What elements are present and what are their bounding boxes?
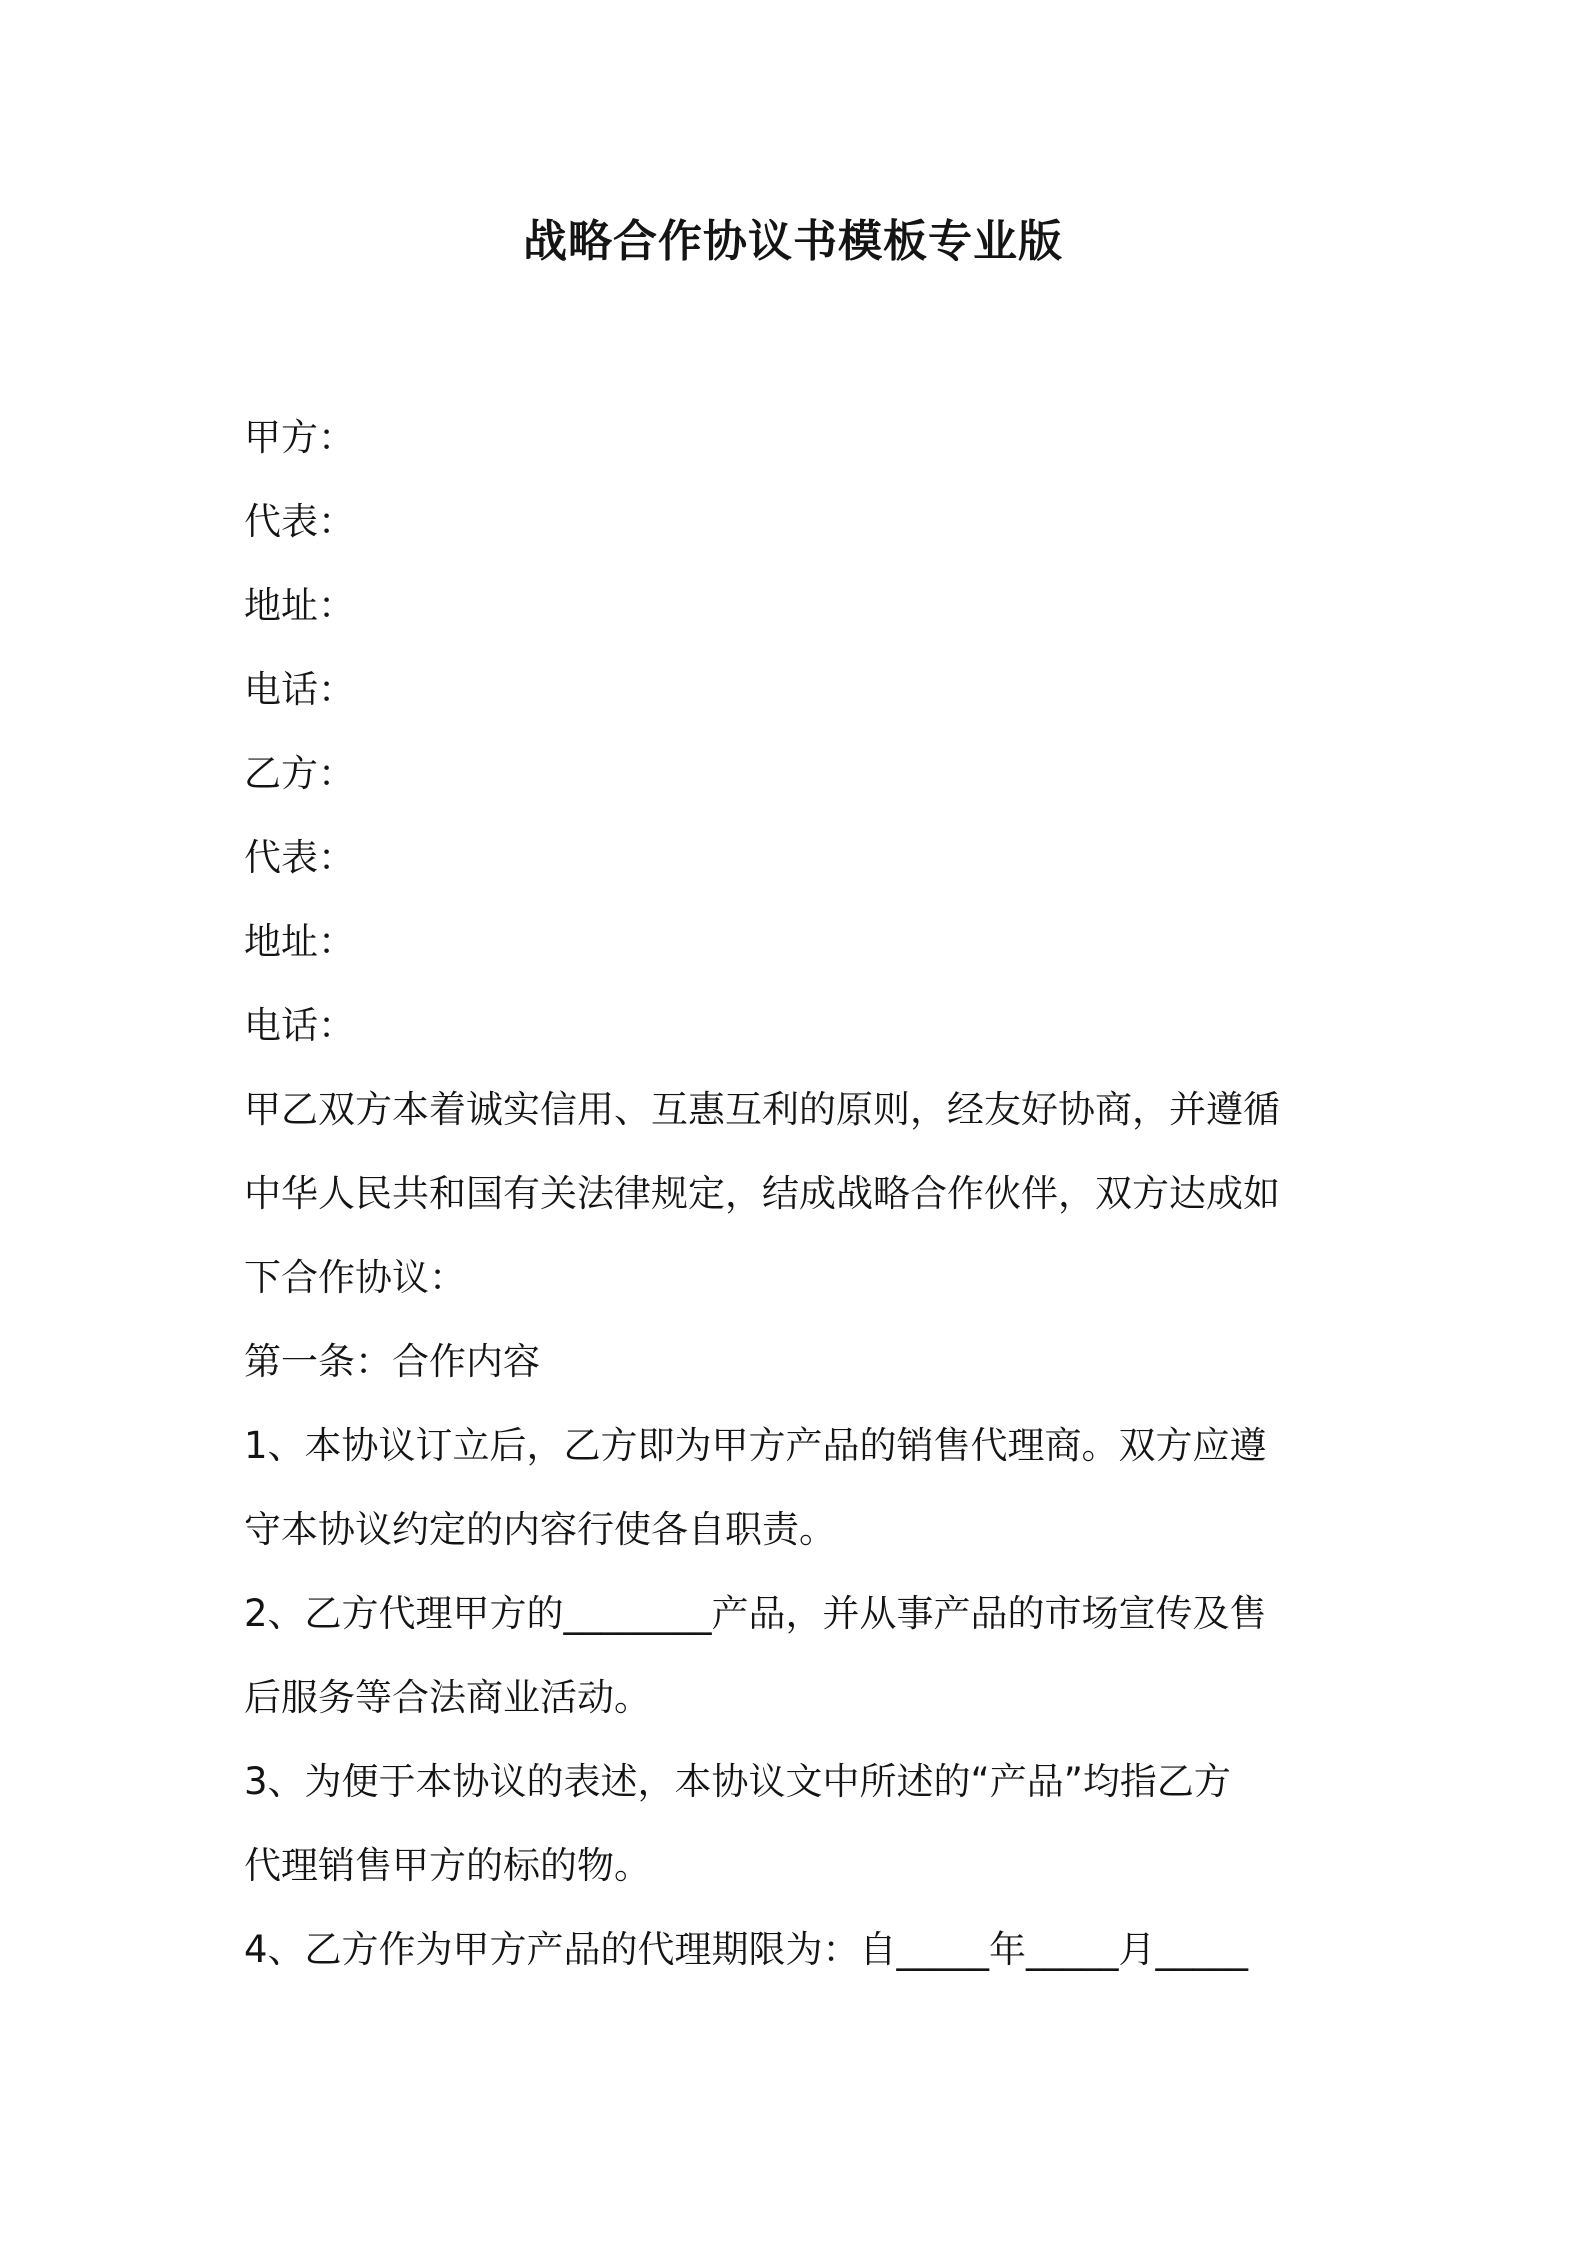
clause-3-line-2: 代理销售甲方的标的物。 bbox=[244, 1844, 651, 1887]
party-b-phone-label: 电话： bbox=[244, 1004, 355, 1047]
clause-2-line-2: 后服务等合法商业活动。 bbox=[244, 1676, 651, 1719]
party-a-address-label: 地址： bbox=[244, 584, 355, 627]
preamble-line-3: 下合作协议： bbox=[244, 1256, 466, 1299]
preamble-line-2: 中华人民共和国有关法律规定，结成战略合作伙伴，双方达成如 bbox=[244, 1172, 1280, 1215]
party-b-label: 乙方： bbox=[244, 752, 355, 795]
preamble-line-1: 甲乙双方本着诚实信用、互惠互利的原则，经友好协商，并遵循 bbox=[244, 1088, 1280, 1131]
party-b-representative-label: 代表： bbox=[244, 836, 355, 879]
document-body bbox=[244, 396, 1354, 1992]
clause-2-line-1: 2、乙方代理甲方的________产品，并从事产品的市场宣传及售 bbox=[244, 1592, 1267, 1635]
party-a-phone-label: 电话： bbox=[244, 668, 355, 711]
document-title: 战略合作协议书模板专业版 bbox=[523, 216, 1063, 267]
clause-4-line-1: 4、乙方作为甲方产品的代理期限为：自_____年_____月_____ bbox=[244, 1928, 1249, 1971]
clause-1-line-2: 守本协议约定的内容行使各自职责。 bbox=[244, 1508, 836, 1551]
party-b-address-label: 地址： bbox=[244, 920, 355, 963]
article-1-heading: 第一条：合作内容 bbox=[244, 1340, 540, 1383]
clause-1-line-1: 1、本协议订立后，乙方即为甲方产品的销售代理商。双方应遵 bbox=[244, 1424, 1267, 1467]
clause-3-line-1: 3、为便于本协议的表述，本协议文中所述的“产品”均指乙方 bbox=[244, 1760, 1231, 1803]
party-a-label: 甲方： bbox=[244, 416, 355, 459]
party-a-representative-label: 代表： bbox=[244, 500, 355, 543]
